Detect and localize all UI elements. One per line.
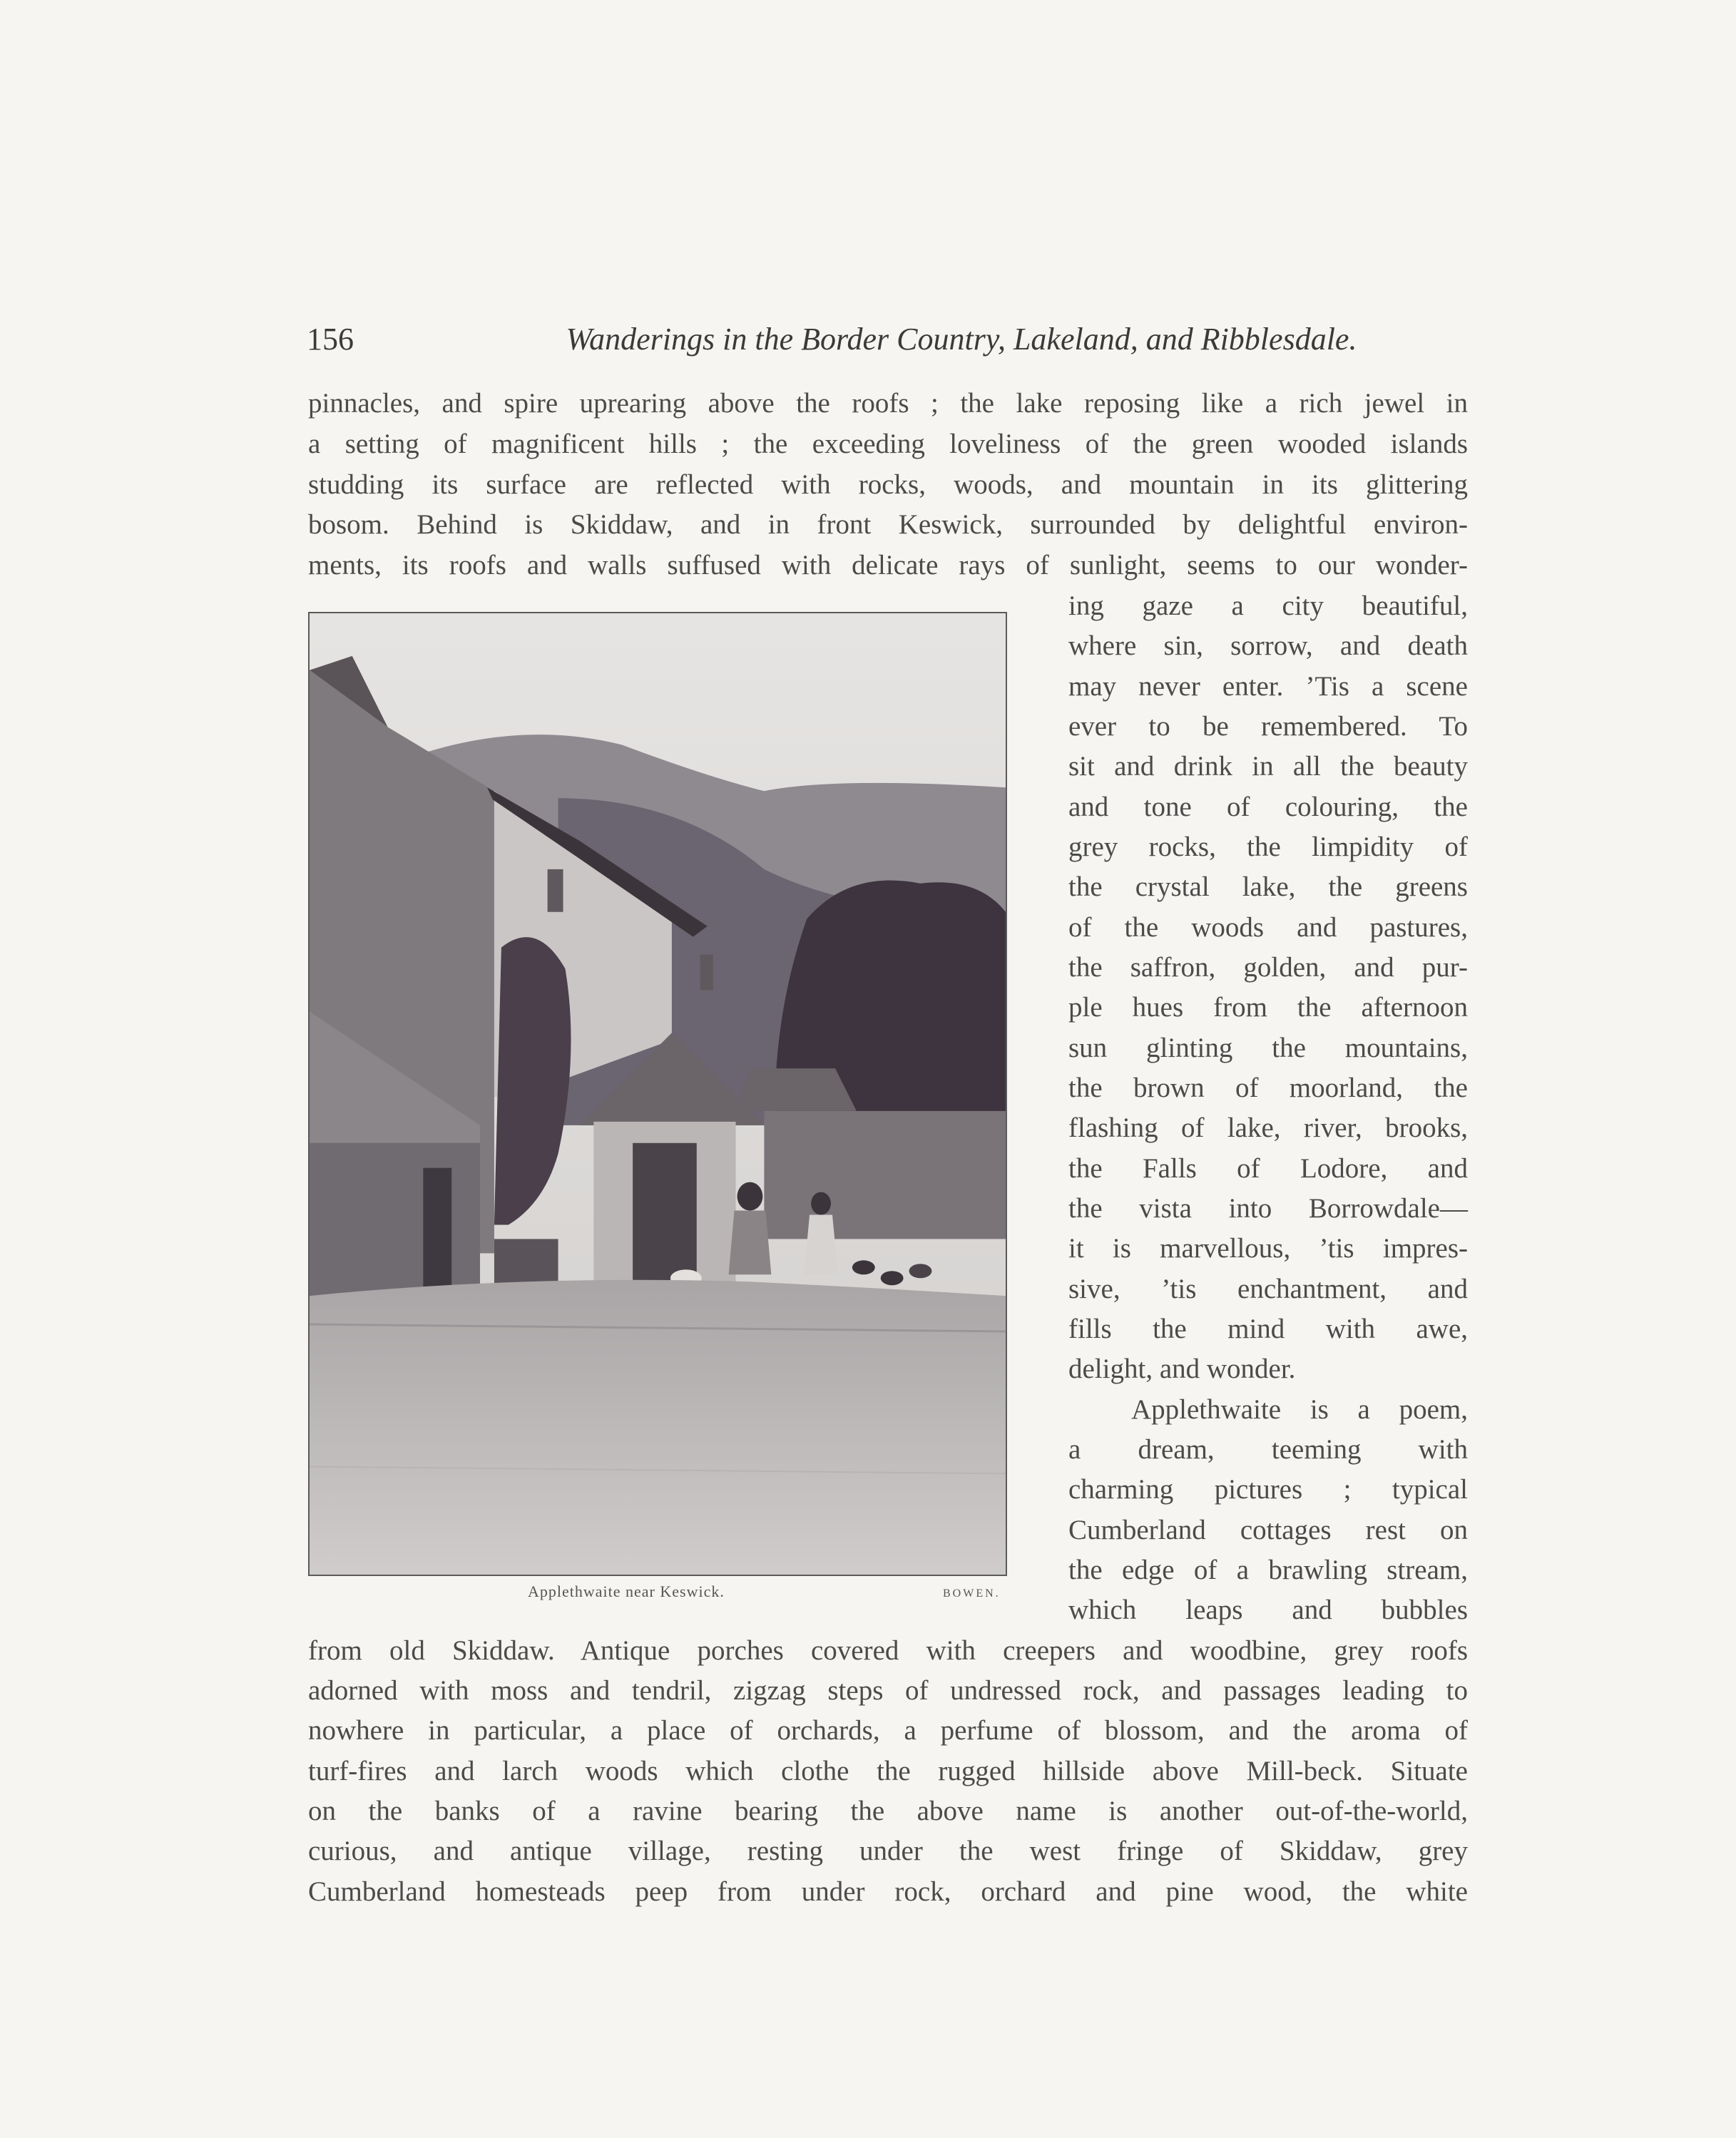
text-line: studding its surface are reflected with rocks, woods, and mountain in its glittering: [308, 469, 1468, 500]
figure-credit: BOWEN.: [943, 1587, 1001, 1600]
text-line: it is marvellous, ’tis impres-: [1068, 1233, 1468, 1264]
text-line: the brown of moorland, the: [1068, 1073, 1468, 1103]
text-line: Cumberland cottages rest on: [1068, 1515, 1468, 1545]
text-line: ever to be remembered. To: [1068, 711, 1468, 742]
text-line: the crystal lake, the greens: [1068, 871, 1468, 902]
text-line: sun glinting the mountains,: [1068, 1033, 1468, 1063]
text-line: the Falls of Lodore, and: [1068, 1153, 1468, 1184]
text-line: sit and drink in all the beauty: [1068, 751, 1468, 782]
text-line: the vista into Borrowdale—: [1068, 1193, 1468, 1224]
running-title: Wanderings in the Border Country, Lakeland, and Ribblesdale.: [566, 322, 1357, 357]
text-line: ing gaze a city beautiful,: [1068, 590, 1468, 621]
text-line: where sin, sorrow, and death: [1068, 630, 1468, 661]
text-line: fills the mind with awe,: [1068, 1314, 1468, 1344]
text-line: nowhere in particular, a place of orchards, a perfume of blossom, and the aroma of: [308, 1715, 1468, 1746]
figure-caption: Applethwaite near Keswick.: [528, 1582, 725, 1600]
text-line: flashing of lake, river, brooks,: [1068, 1113, 1468, 1143]
text-line: the edge of a brawling stream,: [1068, 1555, 1468, 1585]
text-line: bosom. Behind is Skiddaw, and in front Keswick, surrounded by delightful environ-: [308, 509, 1468, 540]
text-line: the saffron, golden, and pur-: [1068, 952, 1468, 983]
text-line: grey rocks, the limpidity of: [1068, 832, 1468, 862]
text-line: a setting of magnificent hills ; the exceeding loveliness of the green wooded islands: [308, 429, 1468, 459]
text-line: adorned with moss and tendril, zigzag steps of undressed rock, and passages leading to: [308, 1675, 1468, 1706]
text-line: Cumberland homesteads peep from under rock, orchard and pine wood, the white: [308, 1876, 1468, 1907]
text-line: turf-fires and larch woods which clothe the rugged hillside above Mill-beck. Situate: [308, 1756, 1468, 1786]
text-line: delight, and wonder.: [1068, 1354, 1296, 1384]
photo-applethwaite: [308, 612, 1007, 1576]
text-line: of the woods and pastures,: [1068, 912, 1468, 943]
text-line: pinnacles, and spire uprearing above the roofs ; the lake reposing like a rich jewel in: [308, 388, 1468, 419]
text-line: a dream, teeming with: [1068, 1434, 1468, 1465]
running-head: [307, 317, 1469, 367]
text-line: Applethwaite is a poem,: [1131, 1394, 1468, 1425]
text-line: which leaps and bubbles: [1068, 1595, 1468, 1625]
page-number: 156: [307, 322, 354, 357]
text-line: sive, ’tis enchantment, and: [1068, 1274, 1468, 1304]
text-line: and tone of colouring, the: [1068, 792, 1468, 822]
text-line: from old Skiddaw. Antique porches covered with creepers and woodbine, grey roofs: [308, 1635, 1468, 1666]
text-line: ments, its roofs and walls suffused with delicate rays of sunlight, seems to our wonder-: [308, 550, 1468, 580]
text-line: ple hues from the afternoon: [1068, 992, 1468, 1023]
text-line: curious, and antique village, resting under the west fringe of Skiddaw, grey: [308, 1836, 1468, 1866]
text-line: charming pictures ; typical: [1068, 1474, 1468, 1505]
text-line: may never enter. ’Tis a scene: [1068, 671, 1468, 702]
photo-illustration: [310, 613, 1006, 1575]
text-line: on the banks of a ravine bearing the above name is another out-of-the-world,: [308, 1796, 1468, 1826]
